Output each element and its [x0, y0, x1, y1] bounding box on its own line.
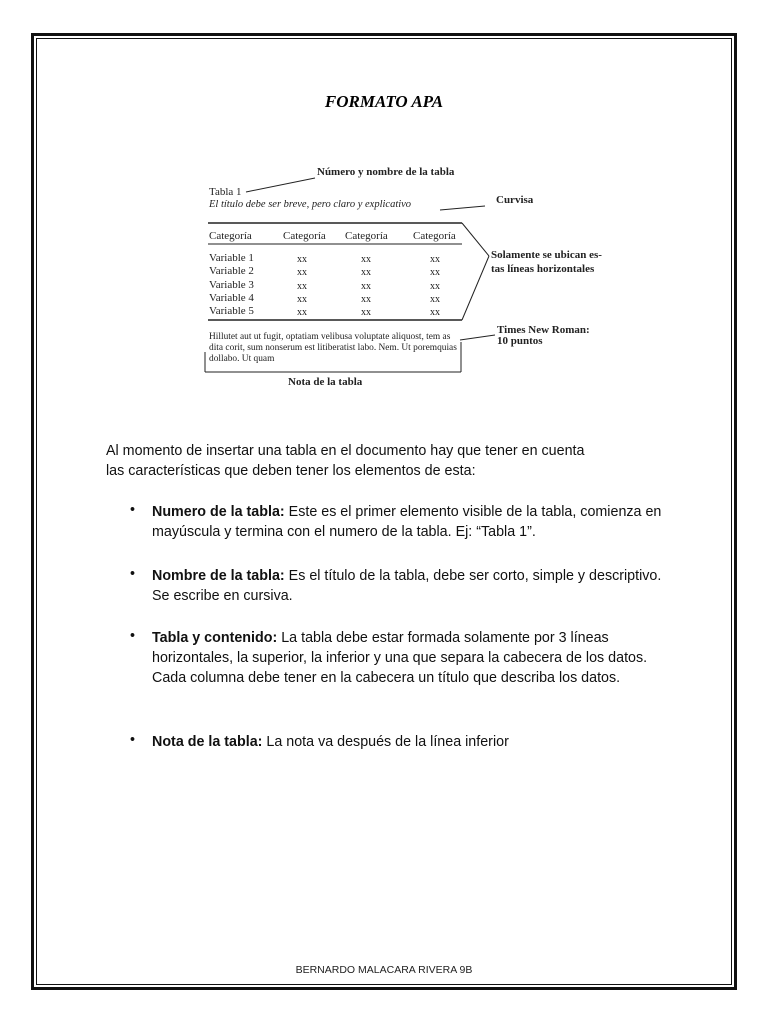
table-cell: Variable 4 [209, 292, 254, 304]
table-header: Categoría [209, 230, 252, 242]
bullet-dot-icon: • [130, 566, 136, 582]
table-cell: Variable 3 [209, 279, 254, 291]
table-number: Tabla 1 [209, 186, 242, 198]
document-title: FORMATO APA [324, 92, 444, 111]
bullet-item [152, 502, 672, 542]
bullet-text: Es el título de la tabla, debe ser corto, simple y descriptivo. Se escribe en cursiva. [152, 568, 662, 604]
label-lines-1: Solamente se ubican es- [491, 249, 602, 261]
bullet-text: Este es el primer elemento visible de la tabla, comienza en mayúscula y termina con el numero de la tabla. Ej: “Tabla 1”. [152, 504, 662, 540]
bullet-term: Tabla y contenido: [152, 630, 278, 646]
bullet-term: Nombre de la tabla: [152, 568, 285, 584]
label-number-name: Número y nombre de la tabla [317, 166, 455, 178]
table-cell: xx [361, 267, 371, 278]
label-lines-2: tas líneas horizontales [491, 263, 595, 275]
table-header: Categoría [413, 230, 456, 242]
table-header: Categoría [345, 230, 388, 242]
table-cell: xx [430, 294, 440, 305]
table-cell: xx [430, 281, 440, 292]
table-cell: xx [430, 307, 440, 318]
table-cell: Variable 2 [209, 265, 254, 277]
table-cell: Variable 1 [209, 252, 254, 264]
table-cell: xx [297, 294, 307, 305]
bullet-dot-icon: • [130, 732, 136, 748]
label-italics: Curvisa [496, 194, 534, 206]
table-cell: Variable 5 [209, 305, 254, 317]
bullet-item [152, 628, 672, 688]
intro-line-1: Al momento de insertar una tabla en el documento hay que tener en cuenta [106, 443, 585, 459]
table-cell: xx [297, 254, 307, 265]
bullet-term: Nota de la tabla: [152, 734, 263, 750]
intro-line-2: las características que deben tener los elementos de esta: [106, 463, 476, 479]
table-cell: xx [297, 307, 307, 318]
page-footer: BERNARDO MALACARA RIVERA 9B [295, 964, 473, 976]
table-header: Categoría [283, 230, 326, 242]
label-note: Nota de la tabla [288, 376, 363, 388]
bullet-item [152, 566, 672, 606]
table-cell: xx [430, 267, 440, 278]
bullet-term: Numero de la tabla: [152, 504, 285, 520]
bullet-dot-icon: • [130, 502, 136, 518]
bullet-item [152, 732, 672, 752]
label-font-2: 10 puntos [497, 335, 543, 347]
label-font-1: Times New Roman: [497, 324, 590, 336]
bullet-text: La nota va después de la línea inferior [262, 734, 509, 750]
table-note-text: Hillutet aut ut fugit, optatiam velibusa voluptate aliquost, tem as dita corit, sum nonserum est litiberatist labo. Nem. Ut poremquias dollabo. Ut quam [209, 332, 457, 364]
bullet-dot-icon: • [130, 628, 136, 644]
bullet-text: La tabla debe estar formada solamente por 3 líneas horizontales, la superior, la inferior y una que separa la cabecera de los datos. Cada columna debe tener en la cabecera un título que describa los datos. [152, 630, 648, 686]
table-cell: xx [297, 267, 307, 278]
table-cell: xx [297, 281, 307, 292]
table-cell: xx [361, 307, 371, 318]
table-title: El título debe ser breve, pero claro y explicativo [209, 199, 412, 210]
table-cell: xx [361, 254, 371, 265]
table-cell: xx [361, 294, 371, 305]
table-cell: xx [361, 281, 371, 292]
table-cell: xx [430, 254, 440, 265]
